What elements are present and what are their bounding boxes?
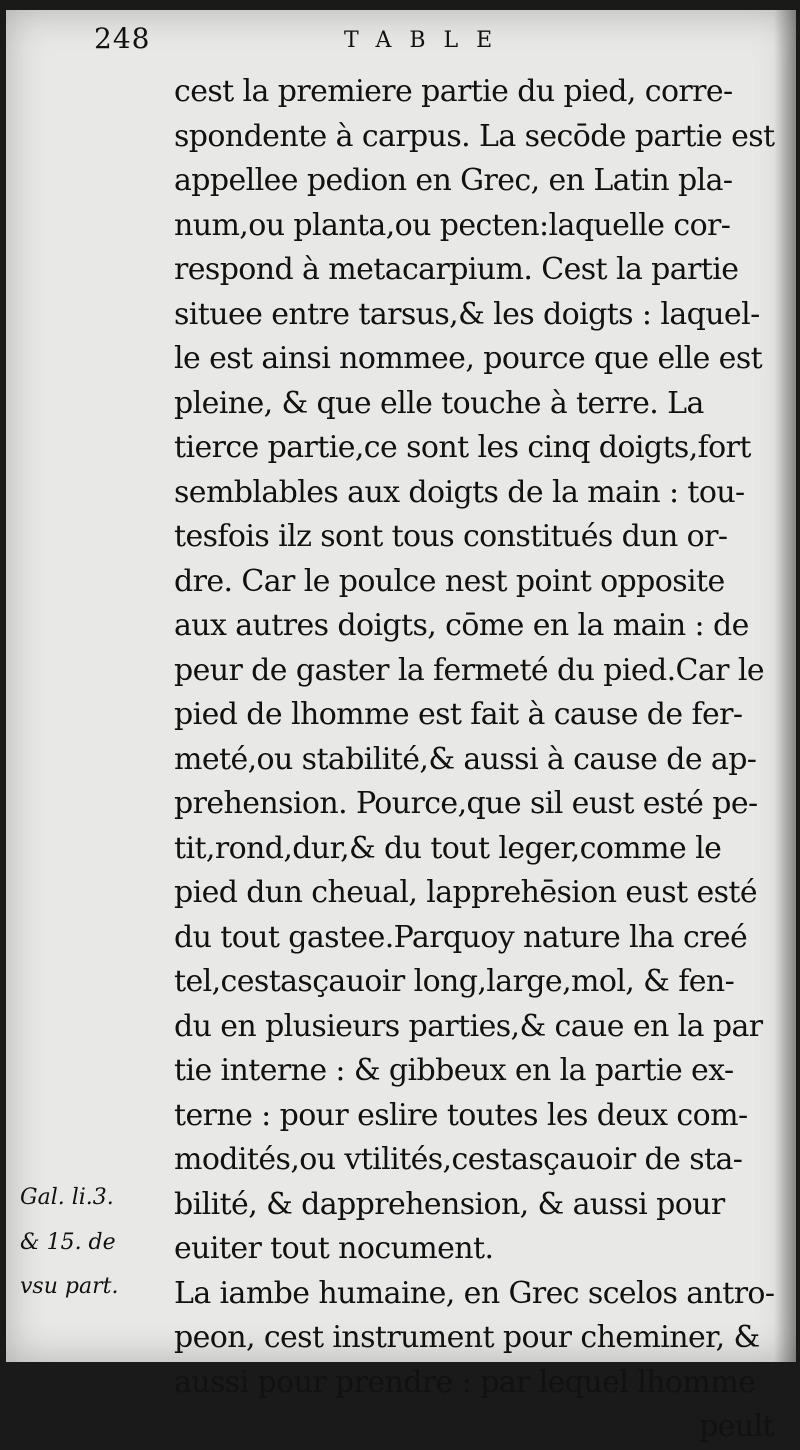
text-line: situee entre tarsus,& les doigts : laquel- — [174, 296, 760, 332]
text-line: aussi pour prendre : par lequel lhomme — [174, 1364, 756, 1400]
text-line: semblables aux doigts de la main : tou- — [174, 474, 745, 510]
text-line: bilité, & dapprehension, & aussi pour — [174, 1186, 725, 1222]
text-line: du en plusieurs parties,& caue en la par — [174, 1008, 763, 1044]
text-line: tesfois ilz sont tous constitués dun or- — [174, 519, 728, 554]
text-line: dre. Car le poulce nest point opposite — [174, 563, 725, 599]
catchword: peult — [699, 1409, 774, 1444]
text-line: tit,rond,dur,& du tout leger,comme le — [174, 830, 722, 866]
page-header — [6, 22, 796, 62]
text-line: peur de gaster la fermeté du pied.Car le — [174, 652, 765, 688]
spine-shadow — [774, 10, 796, 1362]
page-number: 248 — [94, 22, 151, 55]
text-line: aux autres doigts, cōme en la main : de — [174, 608, 749, 643]
text-line: num,ou planta,ou pecten:laquelle cor- — [174, 207, 731, 243]
text-line: modités,ou vtilités,cestasçauoir de sta- — [174, 1142, 743, 1177]
text-line: le est ainsi nommee, pource que elle est — [174, 341, 763, 376]
text-line: respond à metacarpium. Cest la partie — [174, 252, 739, 287]
text-line: pied de lhomme est fait à cause de fer- — [174, 697, 743, 732]
text-line: La iambe humaine, en Grec scelos antro- — [174, 1275, 775, 1311]
text-line: euiter tout nocument. — [174, 1231, 494, 1266]
text-line: tierce partie,ce sont les cinq doigts,fort — [174, 430, 751, 465]
text-line: terne : pour eslire toutes les deux com- — [174, 1097, 748, 1133]
book-page — [6, 10, 796, 1444]
text-line: tel,cestasçauoir long,large,mol, & fen- — [174, 964, 735, 999]
running-head: TABLE — [344, 28, 511, 53]
text-line: du tout gastee.Parquoy nature lha creé — [174, 919, 748, 955]
text-line: cest la premiere partie du pied, corre- — [174, 74, 733, 109]
text-line: meté,ou stabilité,& aussi à cause de ap- — [174, 741, 757, 777]
text-line: peon, cest instrument pour cheminer, & — [174, 1320, 760, 1355]
text-line: pleine, & que elle touche à terre. La — [174, 385, 704, 421]
margin-note-line: & 15. de — [20, 1229, 116, 1255]
margin-note — [20, 1176, 160, 1310]
text-line: prehension. Pource,que sil eust esté pe- — [174, 786, 758, 821]
margin-note-line: Gal. li.3. — [20, 1185, 114, 1210]
text-line: appellee pedion en Grec, en Latin pla- — [174, 163, 733, 198]
body-text — [174, 70, 774, 1450]
text-line: pied dun cheual, lapprehēsion eust esté — [174, 875, 758, 910]
text-line: tie interne : & gibbeux en la partie ex- — [174, 1053, 734, 1088]
margin-note-line: vsu part. — [20, 1274, 119, 1299]
text-line: spondente à carpus. La secōde partie est — [174, 118, 775, 154]
